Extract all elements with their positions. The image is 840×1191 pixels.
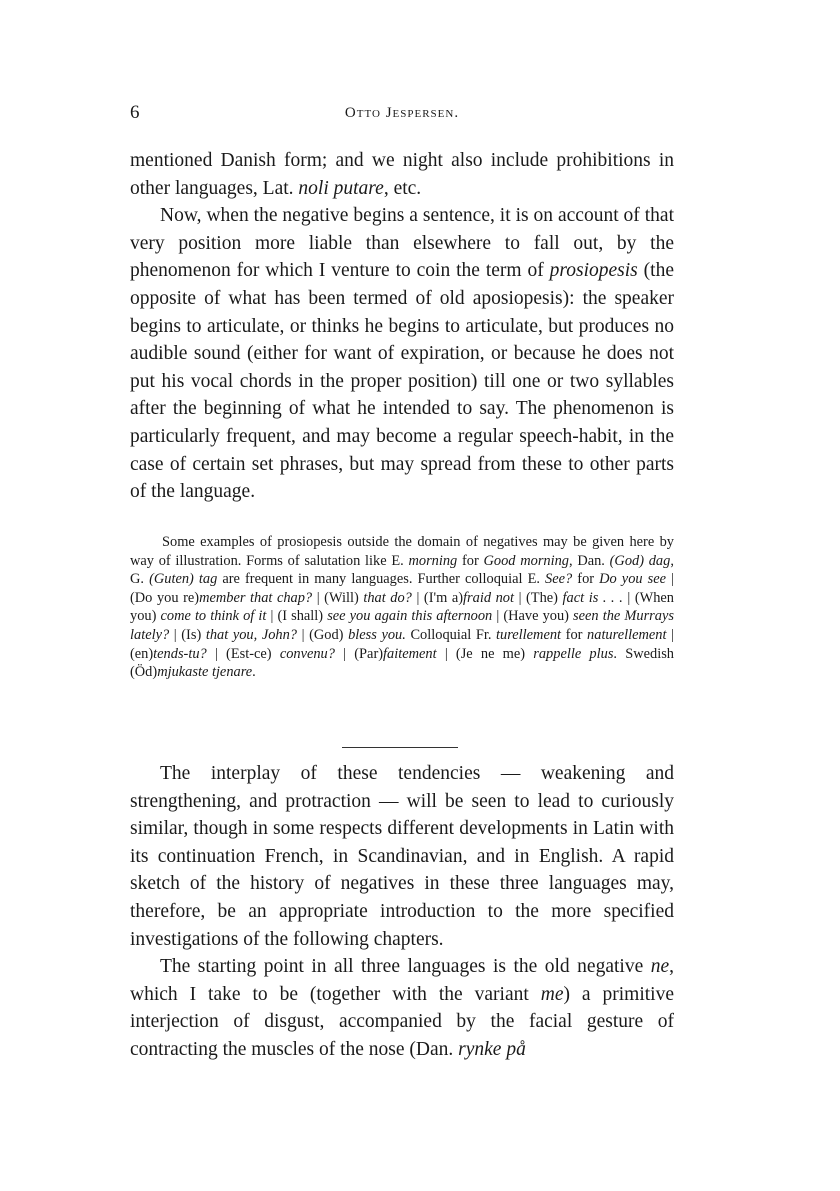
page-number: 6 (130, 102, 140, 123)
main-text-top (130, 147, 674, 506)
paragraph-4: The starting point in all three languages is the old negative ne, which I take to be (together with the variant me) a primitive interjection of disgust, accompanied by the facial gesture of contracting the muscles of the nose (Dan. rynke på (130, 956, 675, 1060)
main-text-bottom (130, 760, 674, 1064)
footnote-paragraph: Some examples of prosiopesis outside the domain of negatives may be given here by way of illustration. Forms of salutation like E. morning for Good morning, Dan. (God) dag, G. (Guten) tag are frequent in many languages. Further colloquial E. See? for Do you see | (Do you re)member that chap? | (Will) that do? | (I'm a)fraid not | (The) fact is . . . | (When you) come to think of it | (I shall) see you again this afternoon | (Have you) seen the Murrays lately? | (Is) that you, John? | (God) bless you. Colloquial Fr. turellement for naturellement | (en)tends-tu? | (Est-ce) convenu? | (Par)faitement | (Je ne me) rappelle plus. Swedish (Öd)mjukaste tjenare. (130, 534, 674, 681)
footnote (130, 533, 674, 682)
section-divider (342, 747, 458, 748)
paragraph-2: Now, when the negative begins a sentence, it is on account of that very position more liable than elsewhere to fall out, by the phenomenon for which I venture to coin the term of prosiopesis (the opposite of what has been termed of old aposiopesis): the speaker begins to articulate, or thinks he begins to articulate, but produces no audible sound (either for want of expiration, or because he does not put his vocal chords in the proper position) till one or two syllables after the beginning of what he intended to say. The phenomenon is particularly frequent, and may become a regular speech-habit, in the case of certain set phrases, but may spread from these to other parts of the language. (130, 205, 674, 503)
paragraph-1: mentioned Danish form; and we night also include prohibitions in other languages, Lat. noli putare, etc. (130, 150, 674, 199)
paragraph-3: The interplay of these tendencies — weakening and strengthening, and protraction — will be seen to lead to curiously similar, though in some respects different developments in Latin with its continuation French, in Scandinavian, and in English. A rapid sketch of the history of negatives in these three languages may, therefore, be an appropriate introduction to the more specified investigations of the following chapters. (130, 763, 674, 950)
page-header (130, 102, 674, 128)
running-head: Otto Jespersen. (344, 105, 460, 121)
